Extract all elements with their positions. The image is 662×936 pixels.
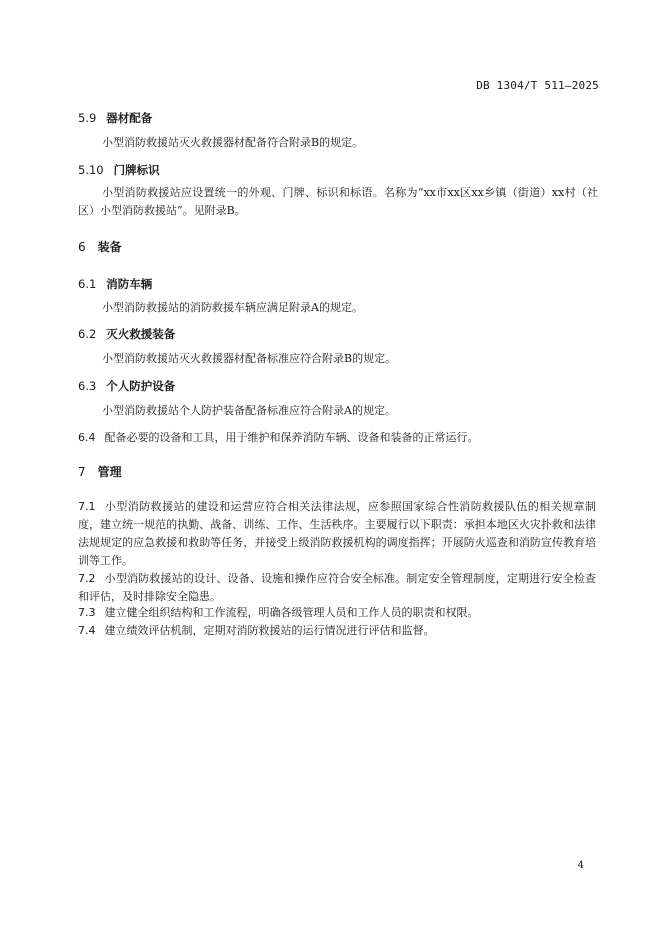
page-number: 4 [577, 860, 584, 871]
clause-text: 建立健全组织结构和工作流程，明确各级管理人员和工作人员的职责和权限。 [104, 606, 479, 619]
section-heading-5-10 [78, 162, 160, 178]
section-number: 6.3 [78, 379, 97, 393]
clause-6-4 [78, 429, 479, 445]
clause-7-4 [78, 622, 435, 638]
clause-text: 小型消防救援站的设计、设备、设施和操作应符合安全标准。制定安全管理制度，定期进行安全检查和评估，及时排除安全隐患。 [78, 572, 596, 603]
chapter-title: 装备 [97, 240, 122, 254]
clause-number: 7.1 [78, 500, 96, 513]
clause-7-2 [78, 570, 596, 606]
chapter-heading-7 [78, 463, 122, 480]
section-body [78, 184, 598, 220]
section-number: 6.2 [78, 327, 97, 341]
section-title: 个人防护设备 [106, 379, 176, 393]
section-number: 6.1 [78, 277, 97, 291]
clause-text: 小型消防救援站的建设和运营应符合相关法律法规，应参照国家综合性消防救援队伍的相关规章制度，建立统一规范的执勤、战备、训练、工作、生活秩序。主要履行以下职责：承担本地区火灾扑救和法律法规规定的应急救援和救助等任务，并接受上级消防救援机构的调度指挥；开展防火巡查和消防宣传教育培训等工作。 [78, 500, 596, 567]
section-title: 门牌标识 [113, 163, 160, 177]
section-heading-6-3 [78, 378, 175, 394]
clause-number: 7.2 [78, 572, 96, 585]
clause-7-3 [78, 604, 479, 620]
document-code: DB 1304/T 511—2025 [476, 79, 599, 92]
section-heading-6-2 [78, 326, 175, 342]
section-number: 5.9 [78, 111, 97, 125]
section-title: 消防车辆 [106, 277, 153, 291]
clause-number: 7.4 [78, 624, 96, 637]
section-heading-5-9 [78, 110, 152, 126]
section-title: 器材配备 [106, 111, 153, 125]
section-number: 5.10 [78, 163, 104, 177]
section-body: 小型消防救援站灭火救援器材配备符合附录B的规定。 [102, 136, 364, 149]
clause-number: 6.4 [78, 431, 96, 444]
section-body: 小型消防救援站的消防救援车辆应满足附录A的规定。 [102, 301, 363, 314]
clause-text: 配备必要的设备和工具，用于维护和保养消防车辆、设备和装备的正常运行。 [104, 431, 479, 444]
section-body: 小型消防救援站个人防护装备配备标准应符合附录A的规定。 [102, 404, 396, 417]
clause-7-1 [78, 498, 596, 570]
chapter-number: 7 [78, 465, 86, 479]
section-title: 灭火救援装备 [106, 327, 176, 341]
section-heading-6-1 [78, 276, 152, 292]
chapter-number: 6 [78, 240, 86, 254]
chapter-heading-6 [78, 238, 122, 255]
clause-number: 7.3 [78, 606, 96, 619]
clause-text: 建立绩效评估机制，定期对消防救援站的运行情况进行评估和监督。 [104, 624, 435, 637]
section-body-text: 小型消防救援站应设置统一的外观、门牌、标识和标语。名称为“xx市xx区xx乡镇（街道）xx村（社区）小型消防救援站”。见附录B。 [78, 186, 598, 217]
chapter-title: 管理 [97, 465, 122, 479]
section-body: 小型消防救援站灭火救援器材配备标准应符合附录B的规定。 [102, 352, 397, 365]
